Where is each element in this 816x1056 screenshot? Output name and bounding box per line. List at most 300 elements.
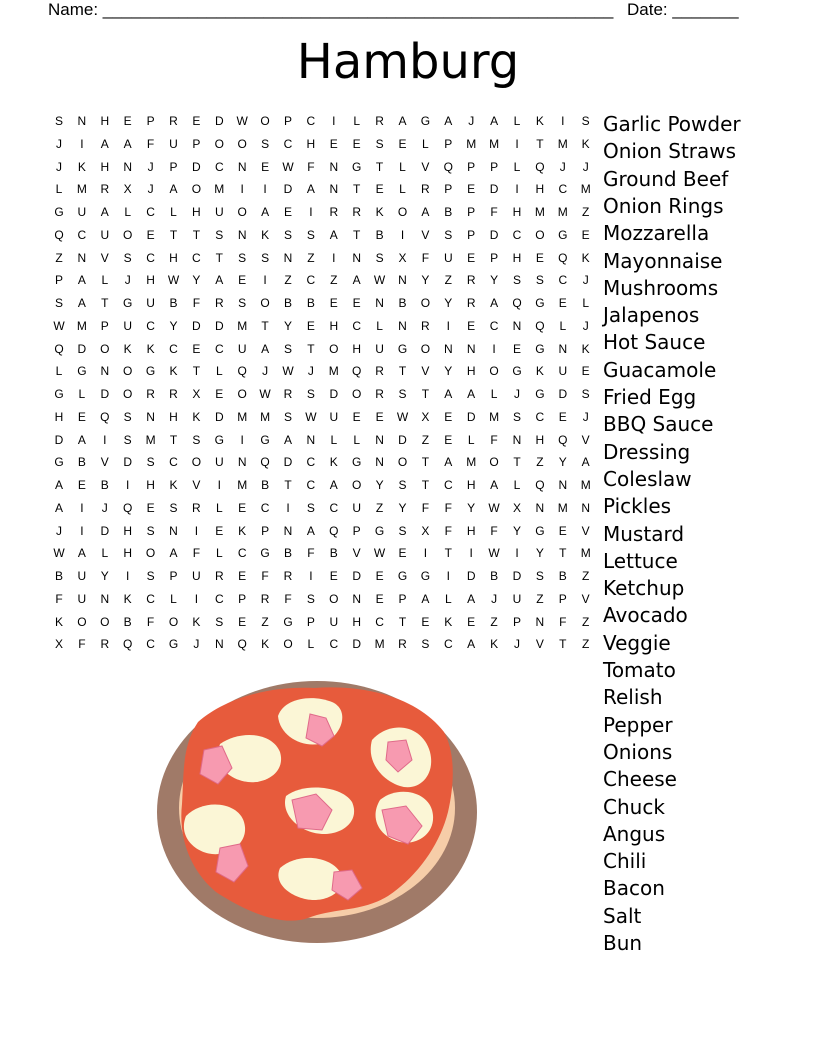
- grid-letter: C: [77, 227, 87, 242]
- grid-letter: E: [444, 409, 453, 424]
- grid-letter: U: [214, 455, 224, 470]
- word-list-item: Jalapenos: [603, 303, 700, 328]
- grid-letter: V: [535, 637, 544, 652]
- grid-letter: D: [192, 318, 201, 333]
- grid-letter: A: [581, 455, 590, 470]
- grid-letter: P: [512, 614, 521, 629]
- grid-letter: S: [123, 250, 132, 265]
- grid-letter: U: [237, 341, 247, 356]
- grid-letter: O: [260, 114, 270, 128]
- grid-letter: W: [488, 500, 500, 515]
- grid-letter: U: [123, 318, 133, 333]
- grid-letter: E: [421, 614, 430, 629]
- grid-letter: P: [146, 114, 155, 128]
- grid-letter: N: [352, 250, 362, 265]
- grid-letter: N: [375, 455, 384, 470]
- grid-letter: K: [77, 159, 86, 174]
- grid-letter: D: [192, 159, 201, 174]
- grid-letter: A: [123, 136, 132, 151]
- grid-letter: L: [559, 318, 567, 333]
- grid-letter: O: [191, 455, 202, 470]
- grid-letter: S: [512, 409, 521, 424]
- grid-letter: T: [307, 341, 315, 356]
- grid-letter: G: [283, 614, 293, 629]
- grid-letter: E: [238, 614, 247, 629]
- grid-letter: C: [146, 250, 155, 265]
- grid-letter: P: [238, 591, 247, 606]
- grid-letter: Q: [535, 478, 545, 492]
- grid-letter: F: [55, 591, 63, 606]
- grid-letter: L: [399, 159, 406, 174]
- grid-letter: M: [489, 136, 500, 151]
- date-field[interactable]: Date: _______: [627, 0, 739, 19]
- word-list-item: Pepper: [603, 712, 673, 737]
- grid-letter: A: [306, 182, 315, 197]
- grid-letter: L: [513, 159, 521, 174]
- grid-letter: N: [77, 250, 87, 265]
- grid-letter: F: [192, 296, 201, 310]
- grid-letter: L: [170, 205, 177, 219]
- grid-letter: N: [581, 500, 591, 515]
- grid-letter: O: [397, 455, 408, 470]
- grid-letter: H: [146, 478, 155, 492]
- grid-letter: A: [77, 432, 86, 447]
- grid-letter: D: [214, 114, 224, 128]
- grid-letter: P: [490, 159, 499, 174]
- grid-letter: O: [329, 591, 339, 606]
- word-list-item: Pickles: [603, 494, 672, 519]
- grid-letter: F: [284, 591, 292, 606]
- grid-letter: T: [559, 637, 567, 652]
- grid-letter: N: [237, 455, 247, 470]
- grid-letter: K: [238, 523, 247, 538]
- grid-letter: K: [444, 614, 453, 629]
- grid-letter: K: [490, 637, 499, 652]
- word-list-item: Veggie: [603, 630, 671, 655]
- grid-letter: T: [169, 432, 178, 447]
- grid-letter: U: [512, 591, 522, 606]
- grid-letter: F: [78, 637, 86, 652]
- grid-letter: H: [352, 341, 362, 356]
- grid-letter: T: [421, 478, 430, 492]
- grid-letter: L: [124, 205, 132, 219]
- grid-letter: Q: [54, 227, 64, 242]
- grid-letter: U: [169, 136, 178, 151]
- word-list-item: Mozzarella: [603, 221, 710, 246]
- grid-letter: T: [261, 318, 269, 333]
- grid-letter: E: [581, 227, 590, 242]
- grid-letter: U: [146, 296, 155, 310]
- grid-letter: J: [582, 409, 589, 424]
- name-field[interactable]: Name: ______________________________________________________: [48, 0, 614, 19]
- grid-letter: W: [488, 546, 500, 561]
- grid-letter: G: [352, 159, 362, 174]
- grid-letter: C: [169, 341, 178, 356]
- grid-letter: X: [54, 637, 63, 652]
- grid-letter: R: [466, 273, 476, 288]
- grid-letter: L: [353, 114, 361, 128]
- grid-letter: C: [306, 455, 316, 470]
- word-list-item: Onion Rings: [603, 193, 724, 218]
- grid-letter: O: [260, 296, 270, 310]
- grid-letter: Z: [284, 273, 292, 288]
- grid-letter: G: [512, 364, 522, 379]
- grid-letter: H: [535, 432, 545, 447]
- grid-letter: V: [581, 523, 590, 538]
- grid-letter: W: [282, 159, 294, 174]
- grid-letter: T: [444, 546, 452, 561]
- grid-letter: O: [489, 364, 499, 379]
- grid-letter: I: [80, 500, 84, 515]
- grid-letter: H: [466, 523, 476, 538]
- grid-letter: X: [421, 523, 430, 538]
- grid-letter: E: [467, 614, 476, 629]
- grid-letter: Y: [512, 523, 521, 538]
- grid-letter: R: [146, 387, 155, 401]
- grid-letter: G: [535, 296, 545, 310]
- grid-letter: K: [192, 409, 201, 424]
- grid-letter: T: [192, 227, 201, 242]
- grid-letter: S: [123, 432, 132, 447]
- grid-letter: E: [375, 591, 384, 606]
- grid-letter: H: [512, 250, 522, 265]
- grid-letter: C: [237, 546, 247, 561]
- grid-letter: O: [168, 614, 179, 629]
- grid-letter: G: [558, 227, 568, 242]
- grid-letter: I: [126, 478, 130, 492]
- grid-letter: B: [375, 227, 384, 242]
- grid-letter: L: [330, 432, 338, 447]
- grid-letter: N: [77, 114, 87, 128]
- grid-letter: A: [54, 500, 63, 515]
- grid-letter: G: [374, 523, 385, 538]
- grid-letter: X: [512, 500, 521, 515]
- grid-letter: Y: [490, 273, 499, 288]
- word-list-item: Ketchup: [603, 576, 685, 601]
- grid-letter: S: [146, 455, 155, 470]
- grid-letter: Z: [55, 250, 63, 265]
- grid-letter: E: [238, 569, 247, 583]
- grid-letter: F: [421, 250, 430, 265]
- grid-letter: N: [100, 591, 110, 606]
- grid-letter: P: [169, 159, 178, 174]
- grid-letter: I: [332, 114, 336, 128]
- grid-letter: Q: [100, 409, 110, 424]
- word-list-item: Avocado: [603, 603, 688, 628]
- grid-letter: S: [261, 136, 270, 151]
- grid-letter: J: [56, 523, 62, 538]
- grid-letter: P: [467, 159, 476, 174]
- grid-letter: Z: [261, 614, 269, 629]
- grid-letter: A: [490, 478, 499, 492]
- grid-letter: N: [123, 159, 133, 174]
- grid-letter: L: [513, 114, 521, 128]
- grid-letter: H: [146, 273, 155, 288]
- grid-letter: R: [169, 387, 178, 401]
- grid-letter: I: [263, 273, 267, 288]
- grid-letter: C: [146, 637, 155, 652]
- grid-letter: N: [329, 182, 339, 197]
- word-list-item: Mushrooms: [603, 275, 719, 300]
- grid-letter: F: [261, 569, 269, 583]
- grid-letter: V: [100, 250, 109, 265]
- grid-letter: A: [329, 478, 338, 492]
- word-list-item: Ground Beef: [603, 166, 729, 191]
- grid-letter: B: [283, 546, 292, 561]
- grid-letter: O: [283, 637, 293, 652]
- grid-letter: E: [375, 569, 384, 583]
- grid-letter: I: [515, 182, 519, 197]
- grid-letter: H: [54, 409, 64, 424]
- grid-letter: S: [444, 227, 453, 242]
- grid-letter: S: [283, 227, 292, 242]
- grid-letter: D: [512, 569, 522, 583]
- grid-letter: J: [514, 637, 520, 652]
- grid-letter: A: [169, 546, 178, 561]
- grid-letter: I: [400, 227, 405, 242]
- grid-letter: D: [100, 523, 110, 538]
- grid-letter: M: [328, 364, 339, 379]
- grid-letter: J: [262, 364, 269, 379]
- grid-letter: C: [535, 409, 545, 424]
- grid-letter: E: [306, 318, 315, 333]
- grid-letter: M: [76, 182, 87, 197]
- grid-letter: S: [146, 523, 155, 538]
- grid-letter: C: [375, 614, 384, 629]
- grid-letter: S: [421, 637, 430, 652]
- word-list-item: Angus: [603, 821, 666, 846]
- grid-letter: O: [352, 478, 362, 492]
- grid-letter: J: [491, 591, 498, 606]
- grid-letter: I: [217, 478, 221, 492]
- grid-letter: R: [214, 296, 224, 310]
- grid-letter: Z: [444, 273, 452, 288]
- grid-letter: M: [580, 182, 591, 197]
- word-list-item: Coleslaw: [603, 466, 692, 491]
- grid-letter: H: [100, 159, 110, 174]
- grid-letter: A: [490, 114, 499, 128]
- word-list-item: Mustard: [603, 521, 685, 546]
- grid-letter: U: [214, 205, 224, 219]
- grid-letter: M: [76, 318, 87, 333]
- grid-letter: G: [535, 387, 545, 401]
- grid-letter: S: [54, 114, 63, 128]
- grid-letter: O: [100, 614, 110, 629]
- grid-letter: M: [580, 478, 591, 492]
- grid-letter: K: [146, 341, 155, 356]
- grid-letter: J: [193, 637, 200, 652]
- grid-letter: E: [467, 250, 476, 265]
- grid-letter: S: [581, 387, 590, 401]
- grid-letter: S: [261, 250, 270, 265]
- grid-letter: M: [237, 318, 248, 333]
- grid-letter: K: [123, 591, 132, 606]
- grid-letter: L: [307, 637, 315, 652]
- grid-letter: C: [329, 500, 339, 515]
- grid-letter: N: [512, 318, 522, 333]
- grid-letter: C: [169, 455, 178, 470]
- word-list-item: Bun: [603, 931, 643, 955]
- word-list-item: BBQ Sauce: [603, 412, 714, 437]
- grid-letter: Y: [169, 318, 178, 333]
- grid-letter: S: [306, 500, 315, 515]
- grid-letter: J: [582, 273, 589, 288]
- grid-letter: E: [146, 500, 155, 515]
- grid-letter: I: [240, 182, 244, 197]
- grid-letter: C: [558, 182, 568, 197]
- grid-letter: E: [329, 136, 338, 151]
- grid-letter: I: [561, 114, 565, 128]
- grid-letter: I: [309, 205, 313, 219]
- grid-letter: U: [77, 569, 87, 583]
- grid-letter: C: [283, 136, 293, 151]
- grid-letter: C: [512, 227, 522, 242]
- grid-letter: H: [306, 136, 316, 151]
- grid-letter: E: [467, 318, 476, 333]
- grid-letter: T: [421, 387, 430, 401]
- grid-letter: S: [375, 136, 384, 151]
- grid-letter: C: [146, 205, 155, 219]
- grid-letter: S: [238, 296, 247, 310]
- grid-letter: S: [512, 273, 521, 288]
- grid-letter: S: [398, 478, 407, 492]
- grid-letter: T: [192, 364, 201, 379]
- grid-letter: C: [192, 250, 201, 265]
- grid-letter: O: [489, 455, 499, 470]
- grid-letter: F: [444, 500, 452, 515]
- grid-letter: Z: [582, 205, 590, 219]
- grid-letter: N: [512, 432, 522, 447]
- grid-letter: N: [558, 341, 568, 356]
- grid-letter: T: [398, 364, 407, 379]
- grid-letter: P: [490, 250, 499, 265]
- grid-letter: F: [490, 523, 498, 538]
- grid-letter: S: [306, 591, 315, 606]
- grid-letter: Y: [444, 364, 453, 379]
- grid-letter: C: [146, 591, 155, 606]
- grid-letter: T: [101, 296, 109, 310]
- grid-letter: N: [283, 250, 293, 265]
- grid-letter: O: [145, 546, 156, 561]
- grid-letter: R: [375, 364, 384, 379]
- grid-letter: S: [215, 227, 224, 242]
- grid-letter: M: [374, 637, 385, 652]
- word-list-item: Hot Sauce: [603, 330, 706, 355]
- grid-letter: J: [101, 500, 108, 515]
- grid-letter: I: [194, 523, 199, 538]
- grid-letter: I: [194, 591, 199, 606]
- grid-letter: E: [192, 341, 201, 356]
- grid-letter: L: [78, 387, 86, 401]
- grid-letter: S: [375, 250, 384, 265]
- grid-letter: M: [260, 409, 271, 424]
- grid-letter: X: [192, 387, 201, 401]
- word-list-item: Guacamole: [603, 357, 717, 382]
- grid-letter: A: [444, 455, 453, 470]
- grid-letter: O: [191, 182, 202, 197]
- grid-letter: R: [398, 637, 407, 652]
- grid-letter: A: [283, 432, 292, 447]
- grid-letter: A: [100, 205, 109, 219]
- grid-letter: I: [126, 569, 130, 583]
- grid-letter: O: [77, 614, 87, 629]
- grid-letter: D: [283, 455, 293, 470]
- grid-letter: A: [444, 387, 453, 401]
- grid-letter: S: [306, 227, 315, 242]
- grid-letter: T: [421, 455, 430, 470]
- grid-letter: M: [580, 546, 591, 561]
- grid-letter: H: [123, 523, 133, 538]
- grid-letter: Z: [307, 250, 315, 265]
- grid-letter: I: [446, 569, 450, 583]
- grid-letter: N: [558, 478, 568, 492]
- grid-letter: W: [373, 546, 386, 561]
- grid-letter: K: [581, 250, 590, 265]
- grid-letter: R: [169, 114, 178, 128]
- grid-letter: E: [261, 159, 270, 174]
- grid-letter: Q: [535, 318, 545, 333]
- grid-letter: E: [558, 523, 567, 538]
- grid-letter: G: [54, 205, 64, 219]
- grid-letter: G: [77, 364, 87, 379]
- grid-letter: J: [147, 182, 154, 197]
- grid-letter: Q: [512, 296, 522, 310]
- grid-letter: E: [398, 546, 407, 561]
- grid-letter: B: [100, 478, 109, 492]
- grid-letter: G: [145, 364, 156, 379]
- grid-letter: M: [214, 182, 225, 197]
- grid-letter: P: [467, 227, 476, 242]
- grid-letter: S: [306, 387, 315, 401]
- grid-letter: C: [329, 637, 339, 652]
- grid-letter: D: [283, 182, 293, 197]
- grid-letter: E: [375, 409, 384, 424]
- grid-letter: Q: [237, 637, 247, 652]
- grid-letter: B: [169, 296, 178, 310]
- grid-letter: N: [398, 273, 407, 288]
- grid-letter: O: [237, 387, 247, 401]
- grid-letter: V: [421, 159, 430, 174]
- grid-letter: W: [53, 318, 65, 333]
- grid-letter: E: [535, 250, 544, 265]
- grid-letter: Z: [536, 591, 544, 606]
- grid-letter: M: [237, 409, 248, 424]
- grid-letter: Q: [535, 159, 545, 174]
- grid-letter: F: [444, 523, 452, 538]
- grid-letter: L: [582, 296, 590, 310]
- word-list-item: Relish: [603, 685, 663, 710]
- grid-letter: L: [170, 591, 177, 606]
- grid-letter: G: [168, 637, 179, 652]
- grid-letter: L: [215, 546, 223, 561]
- grid-letter: T: [375, 159, 384, 174]
- grid-letter: S: [398, 387, 407, 401]
- grid-letter: Z: [582, 637, 590, 652]
- grid-letter: K: [169, 364, 178, 379]
- grid-letter: R: [352, 205, 362, 219]
- grid-letter: Y: [535, 546, 544, 561]
- grid-letter: X: [123, 182, 132, 197]
- grid-letter: J: [147, 159, 154, 174]
- grid-letter: O: [237, 136, 247, 151]
- grid-letter: V: [192, 478, 201, 492]
- grid-letter: K: [535, 364, 544, 379]
- grid-letter: P: [100, 318, 109, 333]
- grid-letter: L: [55, 364, 63, 379]
- grid-letter: M: [557, 136, 568, 151]
- grid-letter: G: [214, 432, 224, 447]
- grid-letter: K: [261, 637, 270, 652]
